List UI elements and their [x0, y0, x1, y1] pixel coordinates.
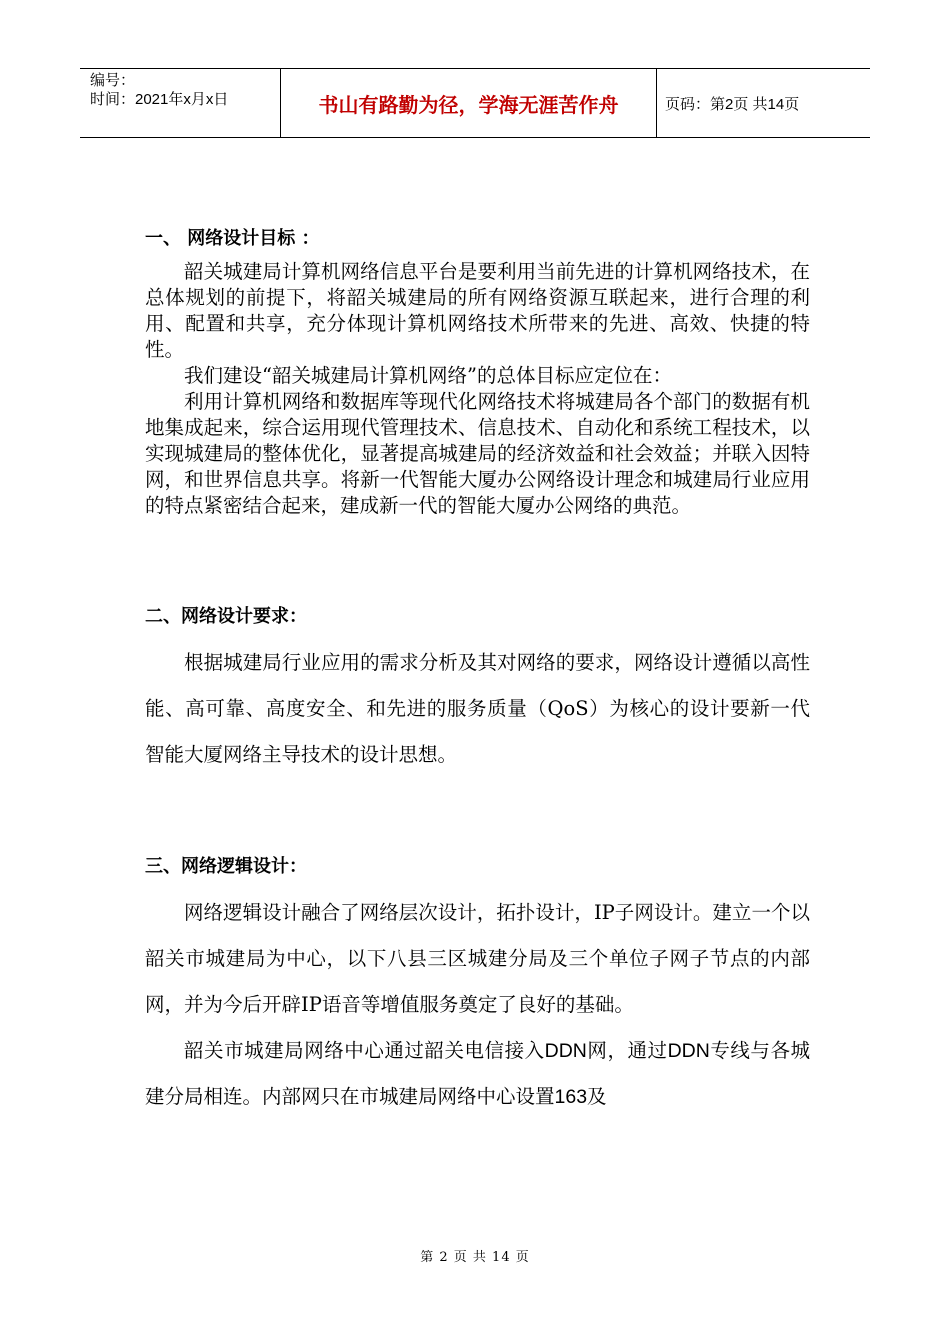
section-title-requirements: 二、网络设计要求： [145, 606, 307, 627]
section-title-goals: 一、 网络设计目标 ： [145, 228, 320, 249]
paragraph: 韶关城建局计算机网络信息平台是要利用当前先进的计算机网络技术，在总体规划的前提下，将韶关城建局的所有网络资源互联起来，进行合理的利用、配置和共享，充分体现计算机网络技术所带来的先进、高效、快捷的特性。 [145, 260, 810, 361]
paragraph: 根据城建局行业应用的需求分析及其对网络的要求，网络设计遵循以高性能、高可靠、高度安全、和先进的服务质量（QoS）为核心的设计要新一代智能大厦网络主导技术的设计思想。 [145, 651, 810, 766]
section-title-logical-design: 三、网络逻辑设计： [145, 856, 307, 877]
paragraph: 韶关市城建局网络中心通过韶关电信接入DDN网，通过DDN专线与各城建分局相连。内部网只在市城建局网络中心设置163及 [145, 1040, 810, 1108]
paragraph: 我们建设“韶关城建局计算机网络”的总体目标应定位在： [184, 364, 672, 387]
header-meta [80, 69, 281, 137]
section-body-goals [145, 259, 810, 519]
header-motto: 书山有路勤为径，学海无涯苦作舟 [281, 69, 657, 137]
header-date: 时间：2021年x月x日 [90, 91, 229, 108]
section-body-logical-design [145, 890, 810, 1120]
header-number-label: 编号： [90, 72, 136, 89]
paragraph: 利用计算机网络和数据库等现代化网络技术将城建局各个部门的数据有机地集成起来，综合运用现代管理技术、信息技术、自动化和系统工程技术，以实现城建局的整体优化，显著提高城建局的经济效益和社会效益；并联入因特网，和世界信息共享。将新一代智能大厦办公网络设计理念和城建局行业应用的特点紧密结合起来，建成新一代的智能大厦办公网络的典范。 [145, 390, 810, 517]
document-header [80, 68, 870, 138]
section-body-requirements [145, 640, 810, 778]
page-footer: 第 2 页 共 14 页 [420, 1250, 530, 1265]
header-page-info: 页码：第2页 共14页 [665, 95, 800, 113]
paragraph: 网络逻辑设计融合了网络层次设计，拓扑设计，IP子网设计。建立一个以韶关市城建局为中心，以下八县三区城建分局及三个单位子网子节点的内部网，并为今后开辟IP语音等增值服务奠定了良好的基础。 [145, 901, 810, 1016]
